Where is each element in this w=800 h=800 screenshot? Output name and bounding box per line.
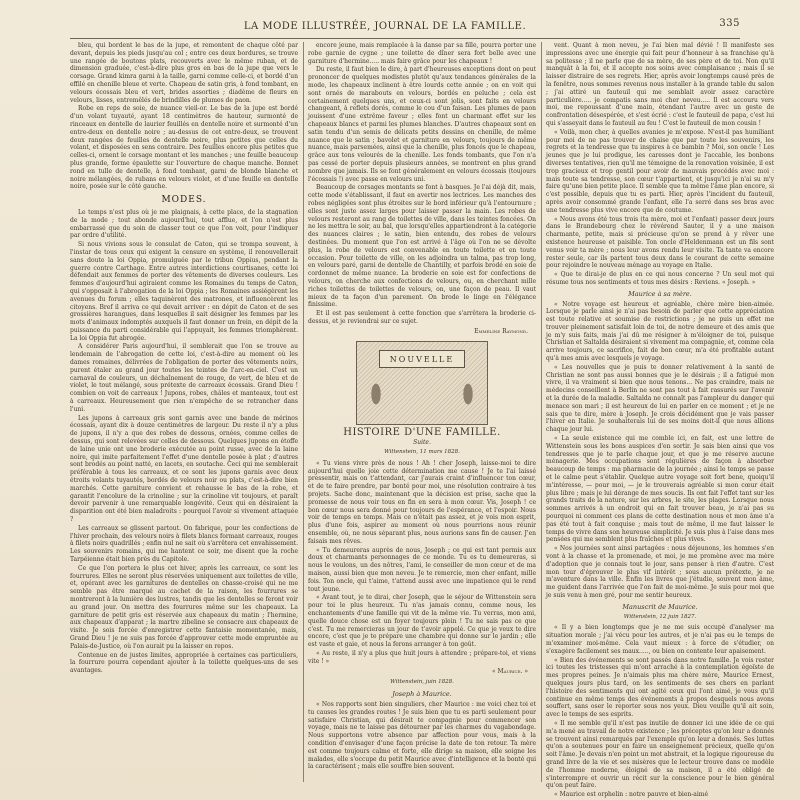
paragraph: « Tu demeureras auprès de nous, Joseph ; ce qui est tant permis aux doux et charmants personnages de ce monde. Tu es tu demeureras, si nous le voulons, un des nôtres, l'ami, le conseiller de mon cœur et de ma maison, aussi bien que mon neveu. Je te remercie, mon cher enfant, mille fois. Ton oncle, qui t'aime, t'attend aussi avec une impatience qui le rend tout jeune. [308,546,536,593]
header-rule [70,38,740,39]
paragraph: Robe en reps de soie, de nuance vieil-or. Le bas de la jupe est bordé d'un volant tuyauté, ayant 18 centimètres de hauteur, surmonté de rinceaux en dentelle de laurier feuillés en dentelle noire et surmonté d'un entre-deux en dentelle noire ; au-dessus de cet entre-deux, se trouvent deux rangées de feuilles de dentelle noire, plus petites que celles du volant, et disposées en sens contraire. Des feuilles encore plus petites que celles-ci, ornent le corsage montant et les manches ; une feuille beaucoup plus grande, forme épaulette sur l'ouverture de chaque manche. Bonnet rond en tulle de dentelle, à fond tombant, garni de blonde blanche et noire mélangées, de rubans en velours violet, et d'une feuille en dentelle noire, posée sur le côté gauche. [70,105,298,191]
paragraph: Contenue en de justes limites, appropriée à certaines cas particuliers, la fourrure pourra cependant ajouter à la toilette quelques-uns de ses avantages. [70,651,298,675]
paragraph: Les carreaux se glissent partout. On fabrique, pour les confections de l'hiver prochain, des velours noirs à filets blancs formant carreaux, rouges à filets noirs quadrillés ; enfin nul ne sait où s'arrêtera cet envahissement. Les souvenirs romains, qui me hantent ce soir, me disent que la roche Tarpéienne était bien près du Capitole. [70,524,298,563]
paragraph: « Notre voyage est heureux et agréable, chère mère bien-aimée. Lorsque je parle ainsi je n'ai pas besoin de parler que cette appréciation est toute relative et soumise de restrictions ; je ne puis un effet me trouver pleinement satisfait loin de toi, de notre demeure et des amis que je m'y suis faits, mais j'ai dû me résigner à m'éloigner de toi, puisque Christian et Saltalda désiraient si vivement ma compagnie, et, comme cela arrive toujours, ce sacrifice, fait de bon cœur, m'a été profitable autant qu'à mes amis avec lesquels je voyage. [546,300,775,363]
paragraph: Si nous vivions sous le consulat de Caton, qui se trompa souvent, à l'instar de tous ceux qui exigent la censure en système, il renouvellerait sans doute la loi Oppia, promulguée par le tribun Oppius, pendant la guerre contre Carthage. Entre autres interdictions courtisanes, cette loi défendait aux femmes de porter des vêtements de diverses couleurs. Les femmes d'aujourd'hui agiraient comme les Romaines du temps de Caton, qui s'opposait à l'abrogation de la loi Oppia ; les Romaines assiégèrent les avenues du forum ; elles taquinèrent des matrones, et influencèrent les citoyens. Bref il arriva ce qui devait arriver : en dépit de Caton et de ses grossières harangues, dans lesquelles il sait désigner les femmes par les mots d'animaux indomptés auxquels il faut donner un frein, en dépit de la puissance du parti considérable qui l'appuyait, les femmes triomphèrent. La loi Oppia fut abrogée. [70,241,298,342]
paragraph: Ce que l'on portera le plus cet hiver, après les carreaux, ce sont les fourrures. Elles ne seront plus réservées uniquement aux toilettes de ville, et, opérant avec les garnitures de dentelles on chasse-croisé qui ne me semble pas être marqué au cachet de la raison, les fourrures se montreront à la lumière des lustres, tandis que les dentelles se feront voir au grand jour. On mettra des fourrures même sur les chapeaux. La garniture de petit gris est réservée aux chapeaux du matin ; l'hermine, aux chapeaux d'apparat ; la martre zibeline se consacre aux chapeaux de visite. Je sois forcée d'enregistrer cette fantaisie momentanée, mais, Grand Dieu ! je ne suis pas forcée d'approuver cette mode empruntée au Palais-de-Justice, où l'on aurait pu la laisser en repos. [70,564,298,650]
paragraph: « Avant tout, je te dirai, cher Joseph, que le séjour de Wittenstein sera pour toi le plus heureux. Tu n'as jamais connu, comme nous, les enchantements d'une famille qui vit de la même vie. Tu verras, mon ami, quelle douce chose est un foyer toujours plein ! Tu ne sais pas ce que c'est. Tu me remercieras un jour de t'avoir appelé. Ce que je veux te dire encore, c'est que je te prépare une chambre qui donne sur le jardin ; elle est vaste et gaie, et nous la ferons arranger à ton goût. [308,594,536,649]
column-divider [541,42,542,782]
paragraph: « Les nouvelles que je puis te donner relativement à la santé de Christian ne sont pas aussi bonnes que je le désirais ; il a fatigué mon vivre, il va vraiment si bien que nous tenons... Ne pas craindre, mais ne médecins conseillent à Berlin ne sont pas tout à fait rassurés sur l'avenir et la durée de la maladie. Saltalda ne connaît pas l'ampleur du danger qui menace son mari ; il est heureux de lui en parler en ce moment ; et je ne sais que te dire, mère à Joseph. Je crois décidément que je vais passer l'hiver en Italie. Je souhaiterais lui de ses moins doit-il que nous allions chaque jour lui. [546,363,774,434]
manuscript-dateline: Wittenstein, 12 juin 1827. [623,613,697,620]
paragraph: « Il me semble qu'il n'est pas inutile de donner ici une idée de ce qui m'a mené au travail de notre existence ; les préceptes qu'on leur a donnés se trouvent ainsi remarqués par l'exemple qu'on leur a donnés. Ses luttes qu'on a soutenues pour en faire un enseignement précieux, quelle qu'on soit l'âme. Je devais n'en point un mot abstrait, et la logique rigoureuse du grand livre de la vie et ses misères que le lecteur trouve dans ce modèle de l'homme moderne, éloigné de sa maison, il a été obligé de s'interrompre et ouvrir un récit sur la conscience pour le bien général qu'on peut faire. [546,719,774,790]
engraving-banner: NOUVELLE [379,350,465,368]
paragraph: « Il y a bien longtemps que je ne me suis occupé d'analyser ma situation morale ; j'ai vécu pour les autres, et je n'ai pas eu le temps de m'examiner moi-même. Cela vaut mieux : à force de s'étudier, on s'exagère facilement ses maux....., ou bien on contente leur apaisement. [546,624,774,655]
letter-signature: « Maurice. » [491,667,528,675]
paragraph: encore jeune, mais remplacée à la danse par sa fille, pourra porter une robe garnie de cygne ; une toilette de dîner sera fort belle avec une garniture d'hermine..... mais faire grâce pour les chapeaux ! [308,42,536,65]
paragraph: « Au reste, il n'y a plus que huit jours à attendre ; prépare-toi, et viens vite ! » [308,650,536,665]
paragraph: Et il est pas seulement à cette fonction que s'arrêtera la broderie ci-dessus, et je reviendrai sur ce sujet. [308,310,536,325]
story-subtitle: Suite. [413,439,431,447]
paragraph: « Nos rapports sont bien singuliers, cher Maurice : me voici chez toi et tu causes les grandes routes ! Je suis bien que tu es parti seulement pour satisfaire Christian, qui désirait te compagnie pour commencer son voyage, mais ne te laisse pas détourner par les charmes du vagabondage. Nous supportons votre absence par affection pour vous, mais à la condition d'envisager d'une façon précise la date de ton retour. Ta mère est comme toujours calme et forte, elle dirige sa maison, elle soigne les malades, elle s'occupe du petit Maurice avec d'intelligence et la bonté qui la caractérisent ; mais elle souffre bien souvent. [308,700,536,771]
paragraph: « Bien des événements se sont passés dans notre famille. Je vois rester ici toutes les tristesses qui m'ont arraché à la contemplation égoïste de mes propres peines. Je n'aimais plus ma chère mère, Maurice Ernest, quelques jours plus tard, on les sentiments de ses chers en parlant l'histoire des sentiments qui ont agité ceux qui l'ont aimé, je vous qu'il continue en même temps des événements à propos desquels nous avons souffert, sans oser le reporter sous nos yeux. Dieu veuille qu'il ait soin, avec le temps de ses esprits. [546,656,774,719]
paragraph: « Tu viens vivre près de nous ! Ah ! cher Joseph, laisse-moi te dire aujourd'hui quelle joie cette détermination me cause ! Je te l'ai laissé pressentir, mais on t'attendant, car j'aurais craint d'influencer ton cœur, et de te faire prendre, par bonté pour moi, une résolution contraire à tes projets. Sache donc, maintenant que la décision est prise, sache que la promesse de nous voir tous en fin en sera à mon cœur. Vis, Joseph ! ce bon cœur nous sera donné pour toujours de l'espérance, et l'espoir. Nous voir de temps en temps. Mais ce n'était pas assez, et je vois mon esprit, plus d'une fois, aspirer au moment où nous pourrions nous réunir ensemble, où, ne nous séparant plus, nous aurions sans fin de causer. J'en faisais mes rêves. [308,459,536,545]
story-dateline: Wittenstein, 11 mars 1828. [384,449,460,456]
column-left [70,42,298,782]
column-divider [303,42,304,782]
paragraph: « La seule existence qui me comble ici, en fait, est une lettre de Wittenstein sous les bons auspices d'en sortir. Je sais bien ainsi que vos tendresses que je te parle chaque jour, et que je me réserve aucune ménagerie. Mes occupations sont régulières de façon à absorber beaucoup de temps : ma pharmacie de la journée ; ainsi le temps se passe et le calme peut s'établir. Quelque autre voyage soit fort bene, quoiqu'il m'intéresse, — pour moi, — je le trouverais agréable si mon cœur était plus libre ; mais je lui dérange de mes soucis. Ils ont fait l'effet tant sur les grands traits de la nature, sur les arbres, le site, les plages. Lorsque nous sommes arrivés à un endroit qui en fait trouver beau, je n'ai pas su pourquoi ni comment ces plans de cette destination nous et mon âme n'a pas été tout à fait conquise ; mais tout de même, il me faut laisser le temps de vivre dans son heureuse simplicité. Je suis plus à l'aise dans mes pensées qui me semblent plus fraîches et plus vives. [546,435,774,544]
letter-heading: Joseph à Maurice. [392,690,452,699]
paragraph: « Nous avons été tous trois (ta mère, moi et l'enfant) passer deux jours dans le Brandebourg chez le révérend Sauter, il y a une maison charmante, petite, mais si précieuse qu'on se prend à y rêver une existence heureuse et paisible. Ton oncle d'Heldenmann est un fils sont venus voir ta mère ; nous leur avons rendu leur visite. Ta tante va encore rester seule, car ils partent tous deux dans le courant de cette semaine pour rejoindre le nouveau ménage au voyage en Italie. [546,215,774,270]
section-title-modes: MODES. [161,195,207,206]
page-number: 335 [719,18,740,29]
paragraph: « Que te dirai-je de plus en ce qui nous concerne ? Un seul mot qui résume tous nos sentiments et tous mes désirs : Reviens. « Joseph. » [546,271,774,286]
plant-ornament-icon [365,378,387,418]
column-right [546,42,775,799]
paragraph: Les jupons à carreaux gris sont garnis avec une bande de mérinos écossais, ayant dix à douze centimètres de largeur. Du reste il n'y a plus de jupons, il n'y a que des robes de dessous, ornées, comme celles de dessus, qui sont relevées sur celles de dessous. Quelques jupons en étoffe de laine unie ont une broderie exécutée au point russe, avec de la laine noire, qui imite parfaitement l'effet d'une dentelle posée à plat ; d'autres sont brodés au point natté, en lacets, en soutache. Ceci qui me semblerait préférable à tous les carreaux, et ce sont les jupons garnis avec deux étroits volants tuyautés, bordés de velours noir ou plats, c'est-à-dire bien marchés. Cette garniture convient et rehausse le bas de la robe, et garantit l'encolure de la crinoline ; sur la crinoline vit toujours, et paraît devoir parvenir à une remarquable longévité. Ceux qui en désiraient la disparition ont été bien maladroits : pourquoi l'avoir si vivement attaquée ? [70,414,298,524]
running-header [70,18,740,34]
story-title: HISTOIRE D'UNE FAMILLE. [343,427,501,439]
nouvelle-engraving-image [356,341,488,425]
plant-ornament-icon [457,378,479,418]
journal-title: LA MODE ILLUSTRÉE, JOURNAL DE LA FAMILLE. [243,20,527,32]
column-middle [308,42,536,782]
paragraph: Beaucoup de corsages montants se font à basques. Je l'ai déjà dit, mais, cette mode s'établissant, il faut en avertir nos lectrices. Les manches des robes négligées sont plus étroites sur le bord inférieur qu'à l'entournure ; elles sont juste assez larges pour laisser passer la main. Les robes de velours resteront au rang de toilettes de ville, dans les teintes foncées. On ne les mettra le soir, au bal, que lorsqu'elles appartiendront à la catégorie des nuances claires ; le satin, bien entendu, des robes de velours destinées. Du moment que l'on est arrivé à l'âge où l'on ne se dévolte plus, la robe de velours est convenable en toute toilette et en toute occasion. Pour toilette de ville, on les adjoindra un talma, pas trop long, en velours paré, garni de dentelle de Chantilly, et parfois brodé en soie de cordonnet de même nuance. La broderie en soie est for confections de velours, on cherche aux confections de velours, ou, en cherchant mille riches toilettes de toilettes de velours, on, une façon de peau. Il vaut mieux de ta façon d'un parement. On brode le linge en l'élégance finissime. [308,184,536,309]
paragraph: « Maurice est orphelin : notre pauvre et bien-aimé [554,791,709,799]
paragraph: Le temps n'est plus où je me plaignais, à cette place, de la stagnation de la mode ; tout abonde aujourd'hui, tout afflue, et l'on n'est plus embarrassé que du soin de classer tout ce que l'on voit, pour l'indiquer par ordre d'utilité. [70,208,298,240]
letter-dateline: Wittenstein, juin 1828. [390,679,454,686]
letter-heading: Maurice à sa mère. [628,289,692,298]
paragraph: bleu, qui bordent le bas de la jupe, et remontent de chaque côté par devant, depuis les pieds jusqu'au col ; entre ces deux bordures, se trouve une rangée de boutons plats, recouverts avec le même ruban, et de dimension graduée, c'est-à-dire plus gros en bas de la jupe que vers le corsage. Grand kimra garni à la taille, garni comme celle-ci, et bordé d'un effilé en chenille bleue et verte. Chapeau de satin gris, à fond tombant, en velours écossais bleu et vert, brides assorties ; diadème de fleurs en velours, lisses, entremêlés de brindilles de plumes de paon. [70,42,298,104]
paragraph: Du reste, il faut bien le dire, à part d'heureuses exceptions dont on peut prononcer de quelques modistes plutôt qu'aux tendances générales de la mode, les chapeaux inclinent à être lourds cette année ; on en voit qui sont ornés de marabouts en velours, bordés en peluche ; cela est certainement quelques uns, et ceux-ci sont jolis, sont faits en velours changeant, à reflets dorés, comme le cou d'un faisan. Les plumes de paon jouissent d'une extrême faveur ; elles font un charmant effet sur les chapeaux blancs et parmi les plumes blanches. D'autres chapeaux sont en satin tendu d'un semis de délicats petits dessins en chenille, de même nuance que le satin ; bavolet et garniture en velours, toujours de même nuance, mais parsemées, ainsi que la chenille, plus foncés que le chapeau, grâce aux tons velourés de la chenille. Les fonds tombants, que l'on n'a pas cessé de porter depuis plusieurs années, se montrent en plus grand nombre que jamais. Ils se font généralement en velours écossais (toujours l'écossais !) avec passe en velours uni. [308,66,536,183]
paragraph: « Nos journées sont ainsi partagées : nous déjeunons, les hommes s'en vont à la chasse et la promenade, et moi, je me promène avec ma mère d'adoption que je connais tout le jour, sans penser à rien d'autre. C'est mon tour d'éprouver le plus vif intérêt ; sous aucun prétexte, je ne m'aventure dans la ville. Enfin les livres que j'étudie, souvent mon âme, me guident dans l'arrivée que l'on fait de moi-même. Je suis pour moi que je suis venu à mon gré, pour me sentir heureux. [546,545,774,599]
paragraph: « Voilà, mon cher, à quelles avanies je m'expose. N'est-il pas humiliant pour moi de ne pas trouver de chaise que par toute les souvenirs, les regrets et la tendresse que tu inspires à ce bambin ? Moi, son oncle ! Les jeunes que je lui prodigue, les caresses dont je l'accable, les bonbons diverses tentatives, rien qu'il me témoigne de la renovation voisinée, il est trop gracieux et trop gentil pour avoir de mauvais procédés avec moi : mais toute sa tendresse, son cœur t'appartient, et jusqu'ici je n'ai su m'y faire qu'une bien petite place. Il semble que ta même l'âme plan encore, si c'est possible, depuis que tu es parti. Hier, après l'incident du fauteuil, après avoir consommé grande l'enfant, elle l'a serré dans ses bras avec une tendresse plus vive encore que de coutume. [546,128,774,214]
paragraph: A considérer Paris aujourd'hui, il semblerait que l'on se trouve au lendemain de l'abrogation de cette loi, c'est-à-dire au moment où les dames romaines, délivrées de l'obligation de porter des vêtements noirs, purent étaler au grand jour toutes les teintes de l'arc-en-ciel. C'est un carnaval de couleurs, un déchaînement de rouge, de vert, de bleu et de violet, le tout mélangé, sous prétexte de carreaux écossais. Grand Dieu ! combien on voit de carreaux ! Jupons, robes, châles et manteaux, tout est à carreaux. Heureusement que rien n'empêche de se retrancher dans l'uni. [70,343,298,413]
manuscript-heading: Manuscrit de Maurice. [622,602,698,611]
author-signature: Emmeline Raymond. [474,327,528,335]
paragraph: vent. Quant à mon neveu, je l'ai bien mal dévié ! Il manifeste ses impressions avec une énergie qui fait peur d'honneur à sa franchise qu'à sa politesse ; il ne parle que de sa mère, de ses père et de toi. Non qu'il manquât à la foi, et il accepte nos soins avec complaisance ; mais il se laisser distraire de ses regrets. Hier, après avoir longtemps causé près de la fenêtre, nous sommes revenus nous installer à la grande table du salon ; j'ai attiré un fauteuil qui me semblait avoir assez caractère particulière..... je compatis sans moi cher neveu..... Il est accouru vers moi, me repoussant d'une main, étendant l'autre avec un geste de confrontation désespérée, et s'est écrié : c'est le fauteuil de papa, c'est lui qui s'asseyait dans le fauteuil au feu ! C'est le fauteuil de mon cousin ! [546,42,774,127]
